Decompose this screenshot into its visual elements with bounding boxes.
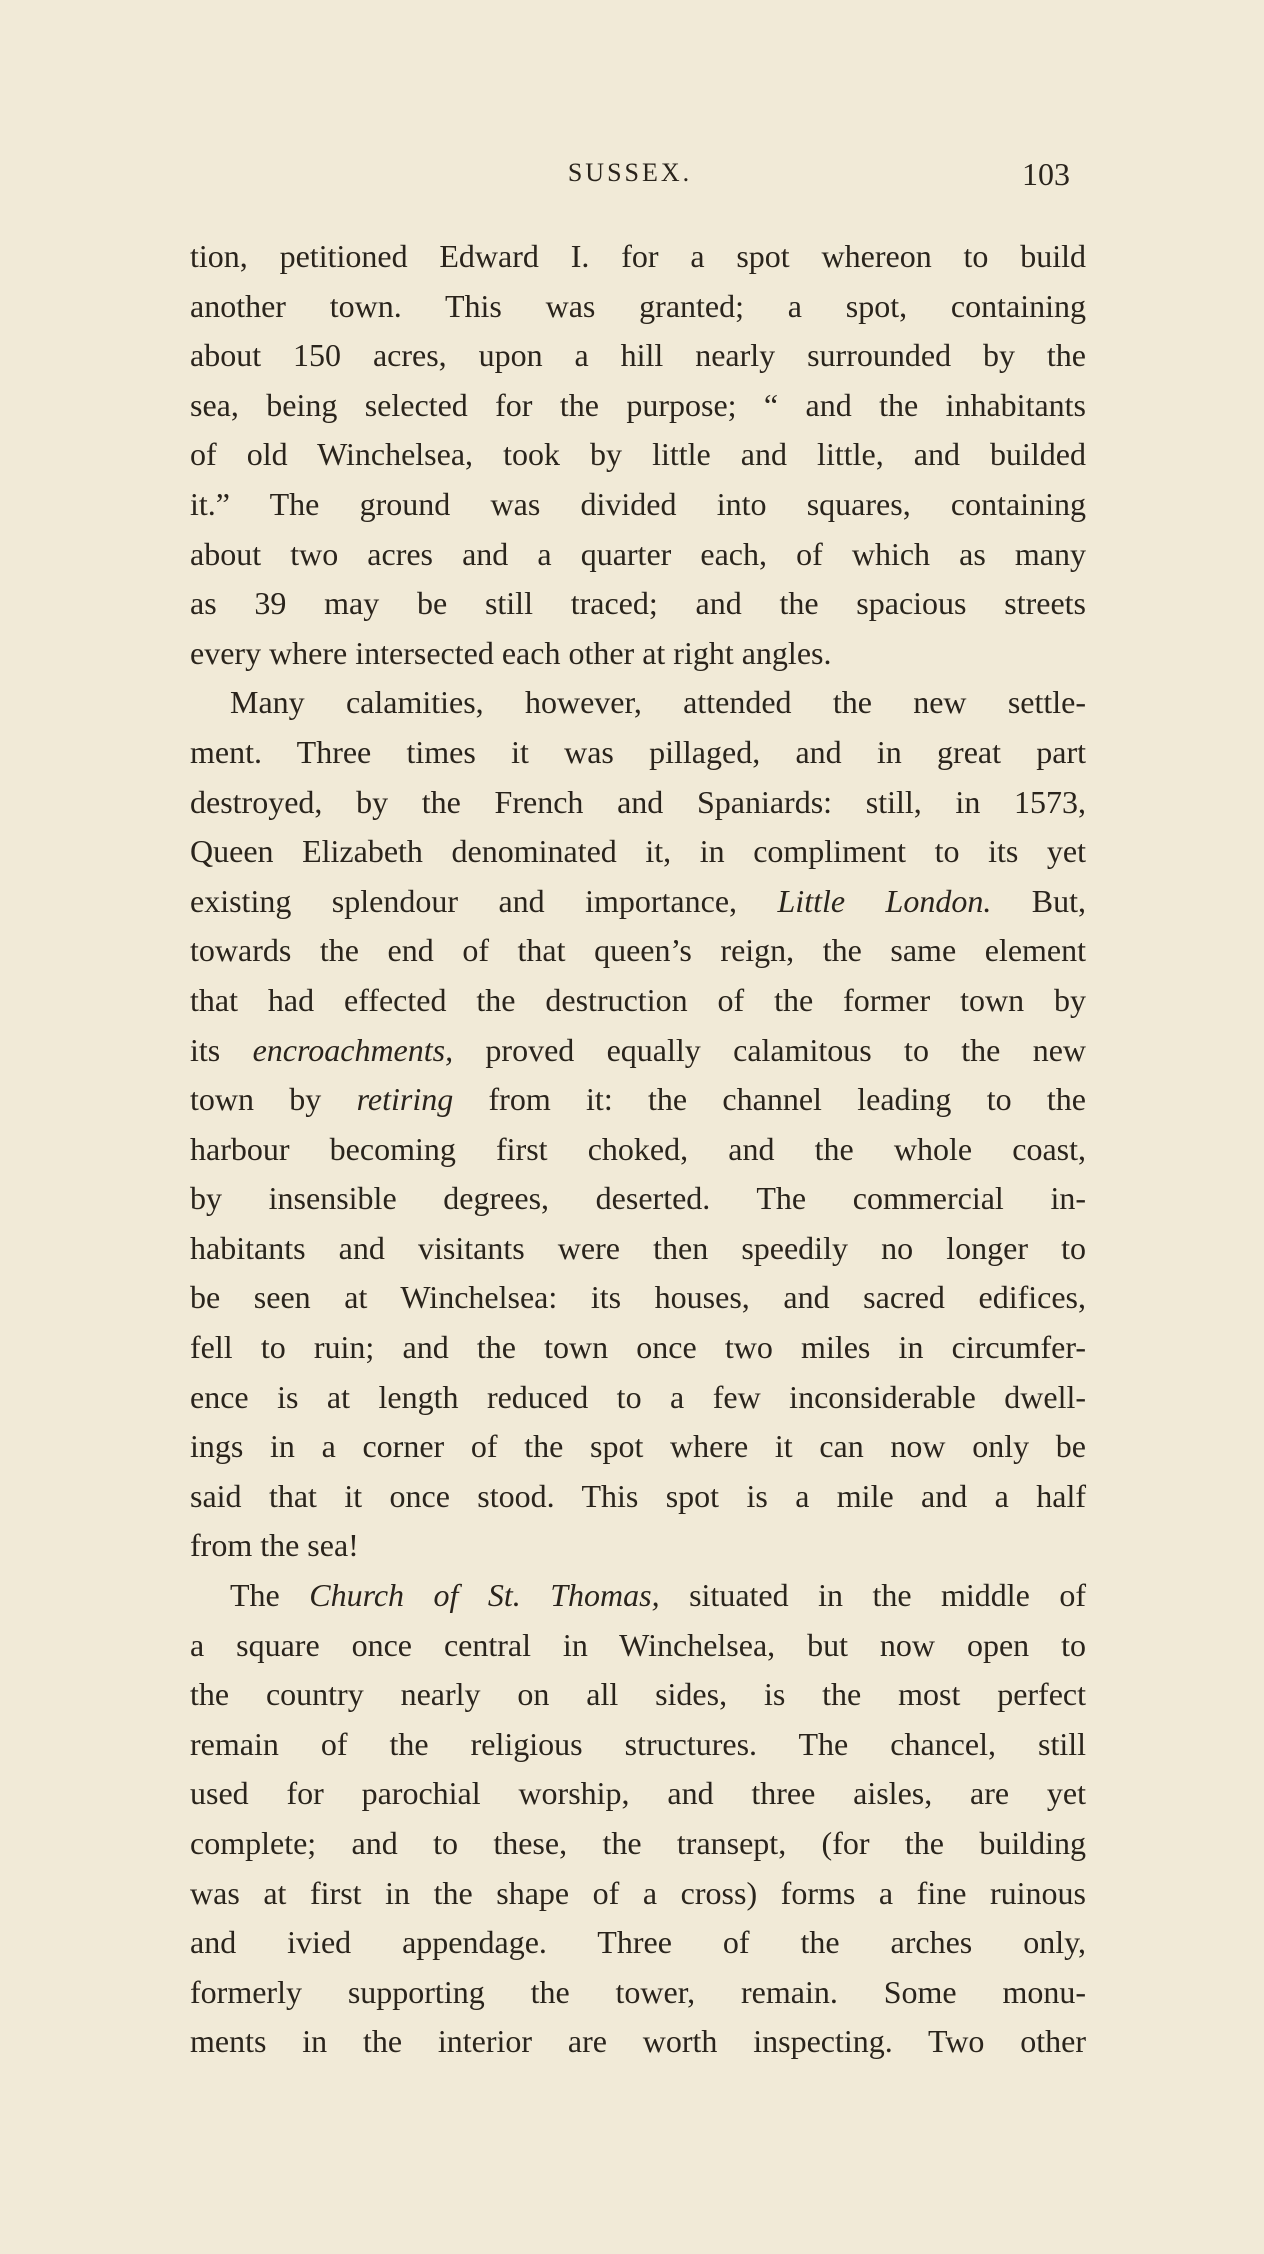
text-line: about 150 acres, upon a hill nearly surrounded by the [190, 337, 1086, 374]
italic-phrase: retiring [356, 1081, 454, 1118]
text-line: it.” The ground was divided into squares, containing [190, 485, 1086, 522]
text-line: remain of the religious structures. The chancel, still [190, 1725, 1086, 1762]
text-line: ment. Three times it was pillaged, and in great part [190, 733, 1086, 770]
italic-phrase: Little London. [777, 882, 992, 919]
paragraph [190, 232, 1086, 678]
text-line: by insensible degrees, deserted. The commercial in- [190, 1180, 1086, 1217]
text-line: said that it once stood. This spot is a mile and a half [190, 1477, 1086, 1514]
text-line: complete; and to these, the transept, (for the building [190, 1825, 1086, 1861]
text-line: another town. This was granted; a spot, containing [190, 287, 1086, 324]
text-line: was at first in the shape of a cross) forms a fine ruinous [190, 1874, 1086, 1911]
body-text [190, 232, 1086, 2067]
text-line: used for parochial worship, and three aisles, are yet [190, 1775, 1086, 1812]
text-line: Queen Elizabeth denominated it, in compliment to its yet [190, 833, 1086, 870]
text-line: be seen at Winchelsea: its houses, and sacred edifices, [190, 1279, 1086, 1316]
text-line: that had effected the destruction of the former town by [190, 981, 1086, 1018]
text-line: every where intersected each other at right angles. [190, 634, 832, 671]
italic-phrase: Church of St. Thomas, [309, 1577, 660, 1614]
text-line: ments in the interior are worth inspecting. Two other [190, 2023, 1086, 2060]
page-header [190, 156, 1070, 196]
text-line: of old Winchelsea, took by little and little, and builded [190, 436, 1086, 473]
text-line: destroyed, by the French and Spaniards: still, in 1573, [190, 783, 1086, 820]
text-line: ings in a corner of the spot where it can now only be [190, 1428, 1086, 1465]
text-line: existing splendour and importance, Little London. But, [190, 882, 1087, 919]
page-number: 103 [1022, 156, 1070, 192]
text-line: The Church of St. Thomas, situated in the middle of [230, 1577, 1087, 1614]
text-line: town by retiring from it: the channel leading to the [190, 1081, 1087, 1118]
text-line: and ivied appendage. Three of the arches only, [190, 1924, 1086, 1961]
text-line: about two acres and a quarter each, of which as many [190, 535, 1086, 572]
text-line: the country nearly on all sides, is the most perfect [190, 1676, 1086, 1713]
italic-phrase: encroachments, [252, 1031, 454, 1068]
text-line: ence is at length reduced to a few inconsiderable dwell- [190, 1378, 1086, 1415]
text-line: harbour becoming first choked, and the whole coast, [190, 1130, 1086, 1167]
text-line: Many calamities, however, attended the new settle- [230, 684, 1086, 721]
running-head: SUSSEX. [567, 158, 693, 187]
paragraph [190, 1571, 1086, 2067]
text-line: its encroachments, proved equally calamitous to the new [190, 1031, 1087, 1068]
text-line: as 39 may be still traced; and the spacious streets [190, 585, 1086, 622]
text-line: tion, petitioned Edward I. for a spot whereon to build [190, 238, 1086, 274]
text-line: fell to ruin; and the town once two miles in circumfer- [190, 1329, 1086, 1366]
text-line: from the sea! [190, 1527, 359, 1564]
text-line: formerly supporting the tower, remain. Some monu- [190, 1973, 1086, 2010]
paragraph [190, 678, 1086, 1571]
text-line: sea, being selected for the purpose; “ and the inhabitants [190, 386, 1086, 423]
text-line: a square once central in Winchelsea, but now open to [190, 1626, 1086, 1663]
text-line: towards the end of that queen’s reign, the same element [190, 932, 1086, 969]
text-line: habitants and visitants were then speedily no longer to [190, 1229, 1086, 1266]
